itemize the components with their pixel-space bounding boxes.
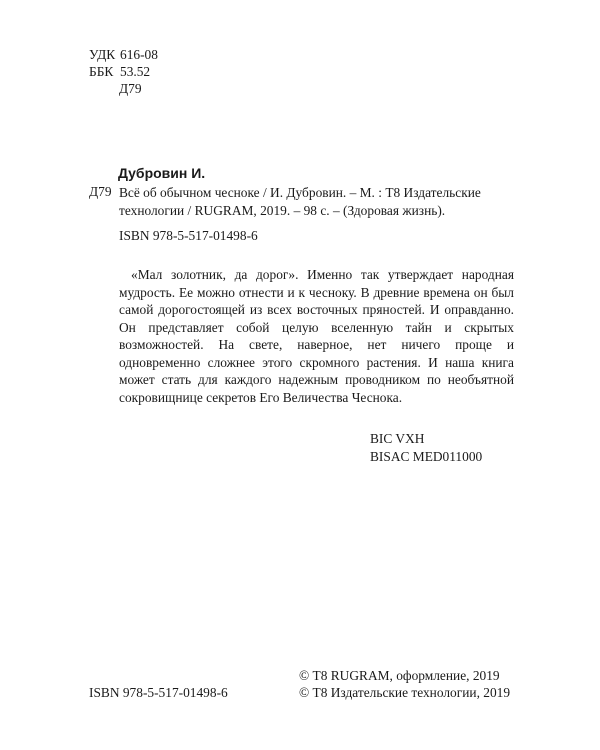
author-code: Д79 (119, 81, 142, 96)
entry-code: Д79 (89, 184, 112, 199)
bisac-code: BISAC MED011000 (370, 448, 483, 464)
isbn-bottom: ISBN 978-5-517-01498-6 (89, 685, 228, 700)
copyright-line-1: © Т8 RUGRAM, оформление, 2019 (299, 668, 500, 683)
bbk-value: 53.52 (120, 64, 151, 79)
copyright-line-2: © Т8 Издательские технологии, 2019 (299, 685, 511, 700)
subject-codes (370, 430, 482, 465)
copyright-block (299, 667, 510, 701)
bibliographic-description: Всё об обычном чесноке / И. Дубровин. – М. : Т8 Издательские технологии / RUGRAM, 2019. – 98 с. – (Здоровая жизнь). (119, 185, 481, 218)
author-heading: Дубровин И. (118, 165, 206, 181)
isbn-top: ISBN 978-5-517-01498-6 (119, 228, 258, 243)
bbk-row (89, 63, 158, 80)
bbk-label: ББК (89, 64, 114, 79)
classification-block (89, 46, 158, 97)
bic-code: BIC VXH (370, 431, 425, 446)
udk-value: 616-08 (120, 47, 158, 62)
annotation: «Мал золотник, да дорог». Именно так утверждает народная мудрость. Ее можно отнести и к чесноку. В древние времена он был самой дорогостоящей из всех восточных пряностей. И оправданно. Он представляет собой целую вселенную тайн и скрытых возможностей. На свете, наверное, нет ничего проще и одновременно сложнее этого скромного растения. И наша книга может стать для каждого надежным проводником по необъятной сокровищнице секретов Его Величества Чеснока. (119, 267, 514, 405)
udk-label: УДК (89, 47, 116, 62)
udk-row (89, 46, 158, 63)
